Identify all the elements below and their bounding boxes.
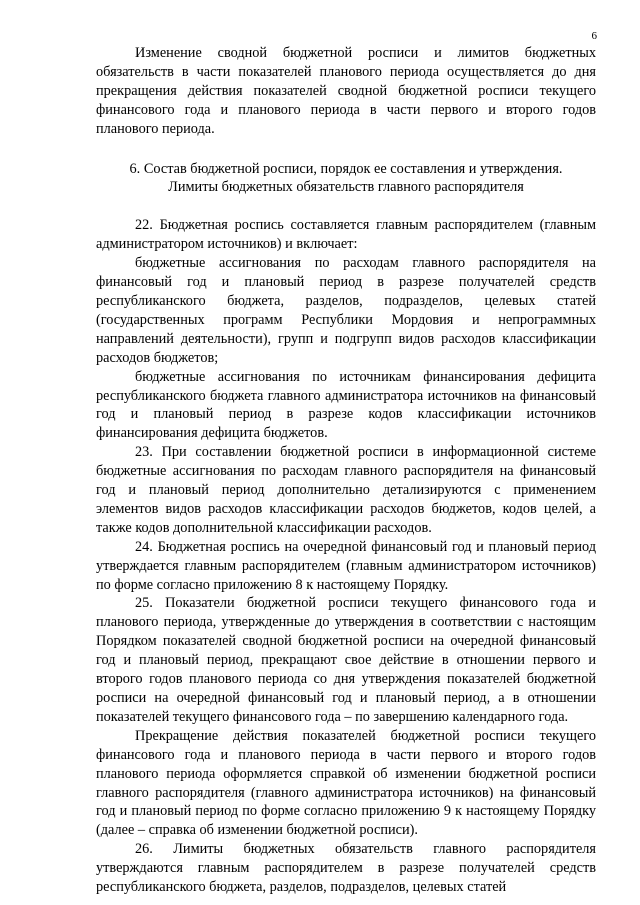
section-heading-line-1: 6. Состав бюджетной росписи, порядок ее составления и утверждения. [129,160,563,177]
document-body [96,44,596,897]
intro-paragraph: Изменение сводной бюджетной росписи и лимитов бюджетных обязательств в части показателей планового периода осуществляется до дня прекращения действия показателей сводной бюджетной росписи текущего финансового года и планового периода в части первого и второго годов планового периода. [96,45,596,137]
section-heading-line-2: Лимиты бюджетных обязательств главного распорядителя [168,179,524,196]
paragraph-25-continuation: Прекращение действия показателей бюджетной росписи текущего финансового года и планового периода в части первого и второго годов планового периода оформляется справкой об изменении бюджетной росписи главного распорядителя (главного администратора источников) на финансовый год и плановый период по форме согласно приложению 9 к настоящему Порядку (далее – справка об изменении бюджетной росписи). [96,727,596,839]
section-heading [96,160,596,198]
paragraph-22-item-sources: бюджетные ассигнования по источникам финансирования дефицита республиканского бюджета главного администратора источников на финансовый год и плановый период в разрезе кодов классификации источников финансирования дефицита бюджетов. [96,368,596,442]
paragraph-23: 23. При составлении бюджетной росписи в информационной системе бюджетные ассигнования по расходам главного распорядителя на финансовый год и плановый период дополнительно детализируются с применением элементов видов расходов классификации расходов бюджетов, кодов целей, а также кодов дополнительной классификации расходов. [96,444,596,536]
paragraph-22: 22. Бюджетная роспись составляется главным распорядителем (главным администратором источников) и включает: [96,217,596,253]
paragraph-24: 24. Бюджетная роспись на очередной финансовый год и плановый период утверждается главным распорядителем (главным администратором источников) по форме согласно приложению 8 к настоящему Порядку. [96,538,596,593]
paragraph-26: 26. Лимиты бюджетных обязательств главного распорядителя утверждаются главным распорядителем в разрезе получателей средств республиканского бюджета, разделов, подразделов, целевых статей [96,841,596,896]
paragraph-22-item-expenses: бюджетные ассигнования по расходам главного распорядителя на финансовый год и плановый период в разрезе получателей средств республиканского бюджета, разделов, подразделов, целевых статей (государственных программ Республики Мордовия и непрограммных направлений деятельности), групп и подгрупп видов расходов классификации расходов бюджетов; [96,255,596,366]
paragraph-25: 25. Показатели бюджетной росписи текущего финансового года и планового периода, утвержденные до утверждения в соответствии с настоящим Порядком показателей сводной бюджетной росписи на очередной финансовый год и плановый период, прекращают свое действие в отношении первого и второго годов планового периода со дня утверждения показателей бюджетной росписи на очередной финансовый год и плановый период, а в отношении показателей текущего финансового года – по завершению календарного года. [96,595,596,725]
page-number: 6 [591,30,597,42]
